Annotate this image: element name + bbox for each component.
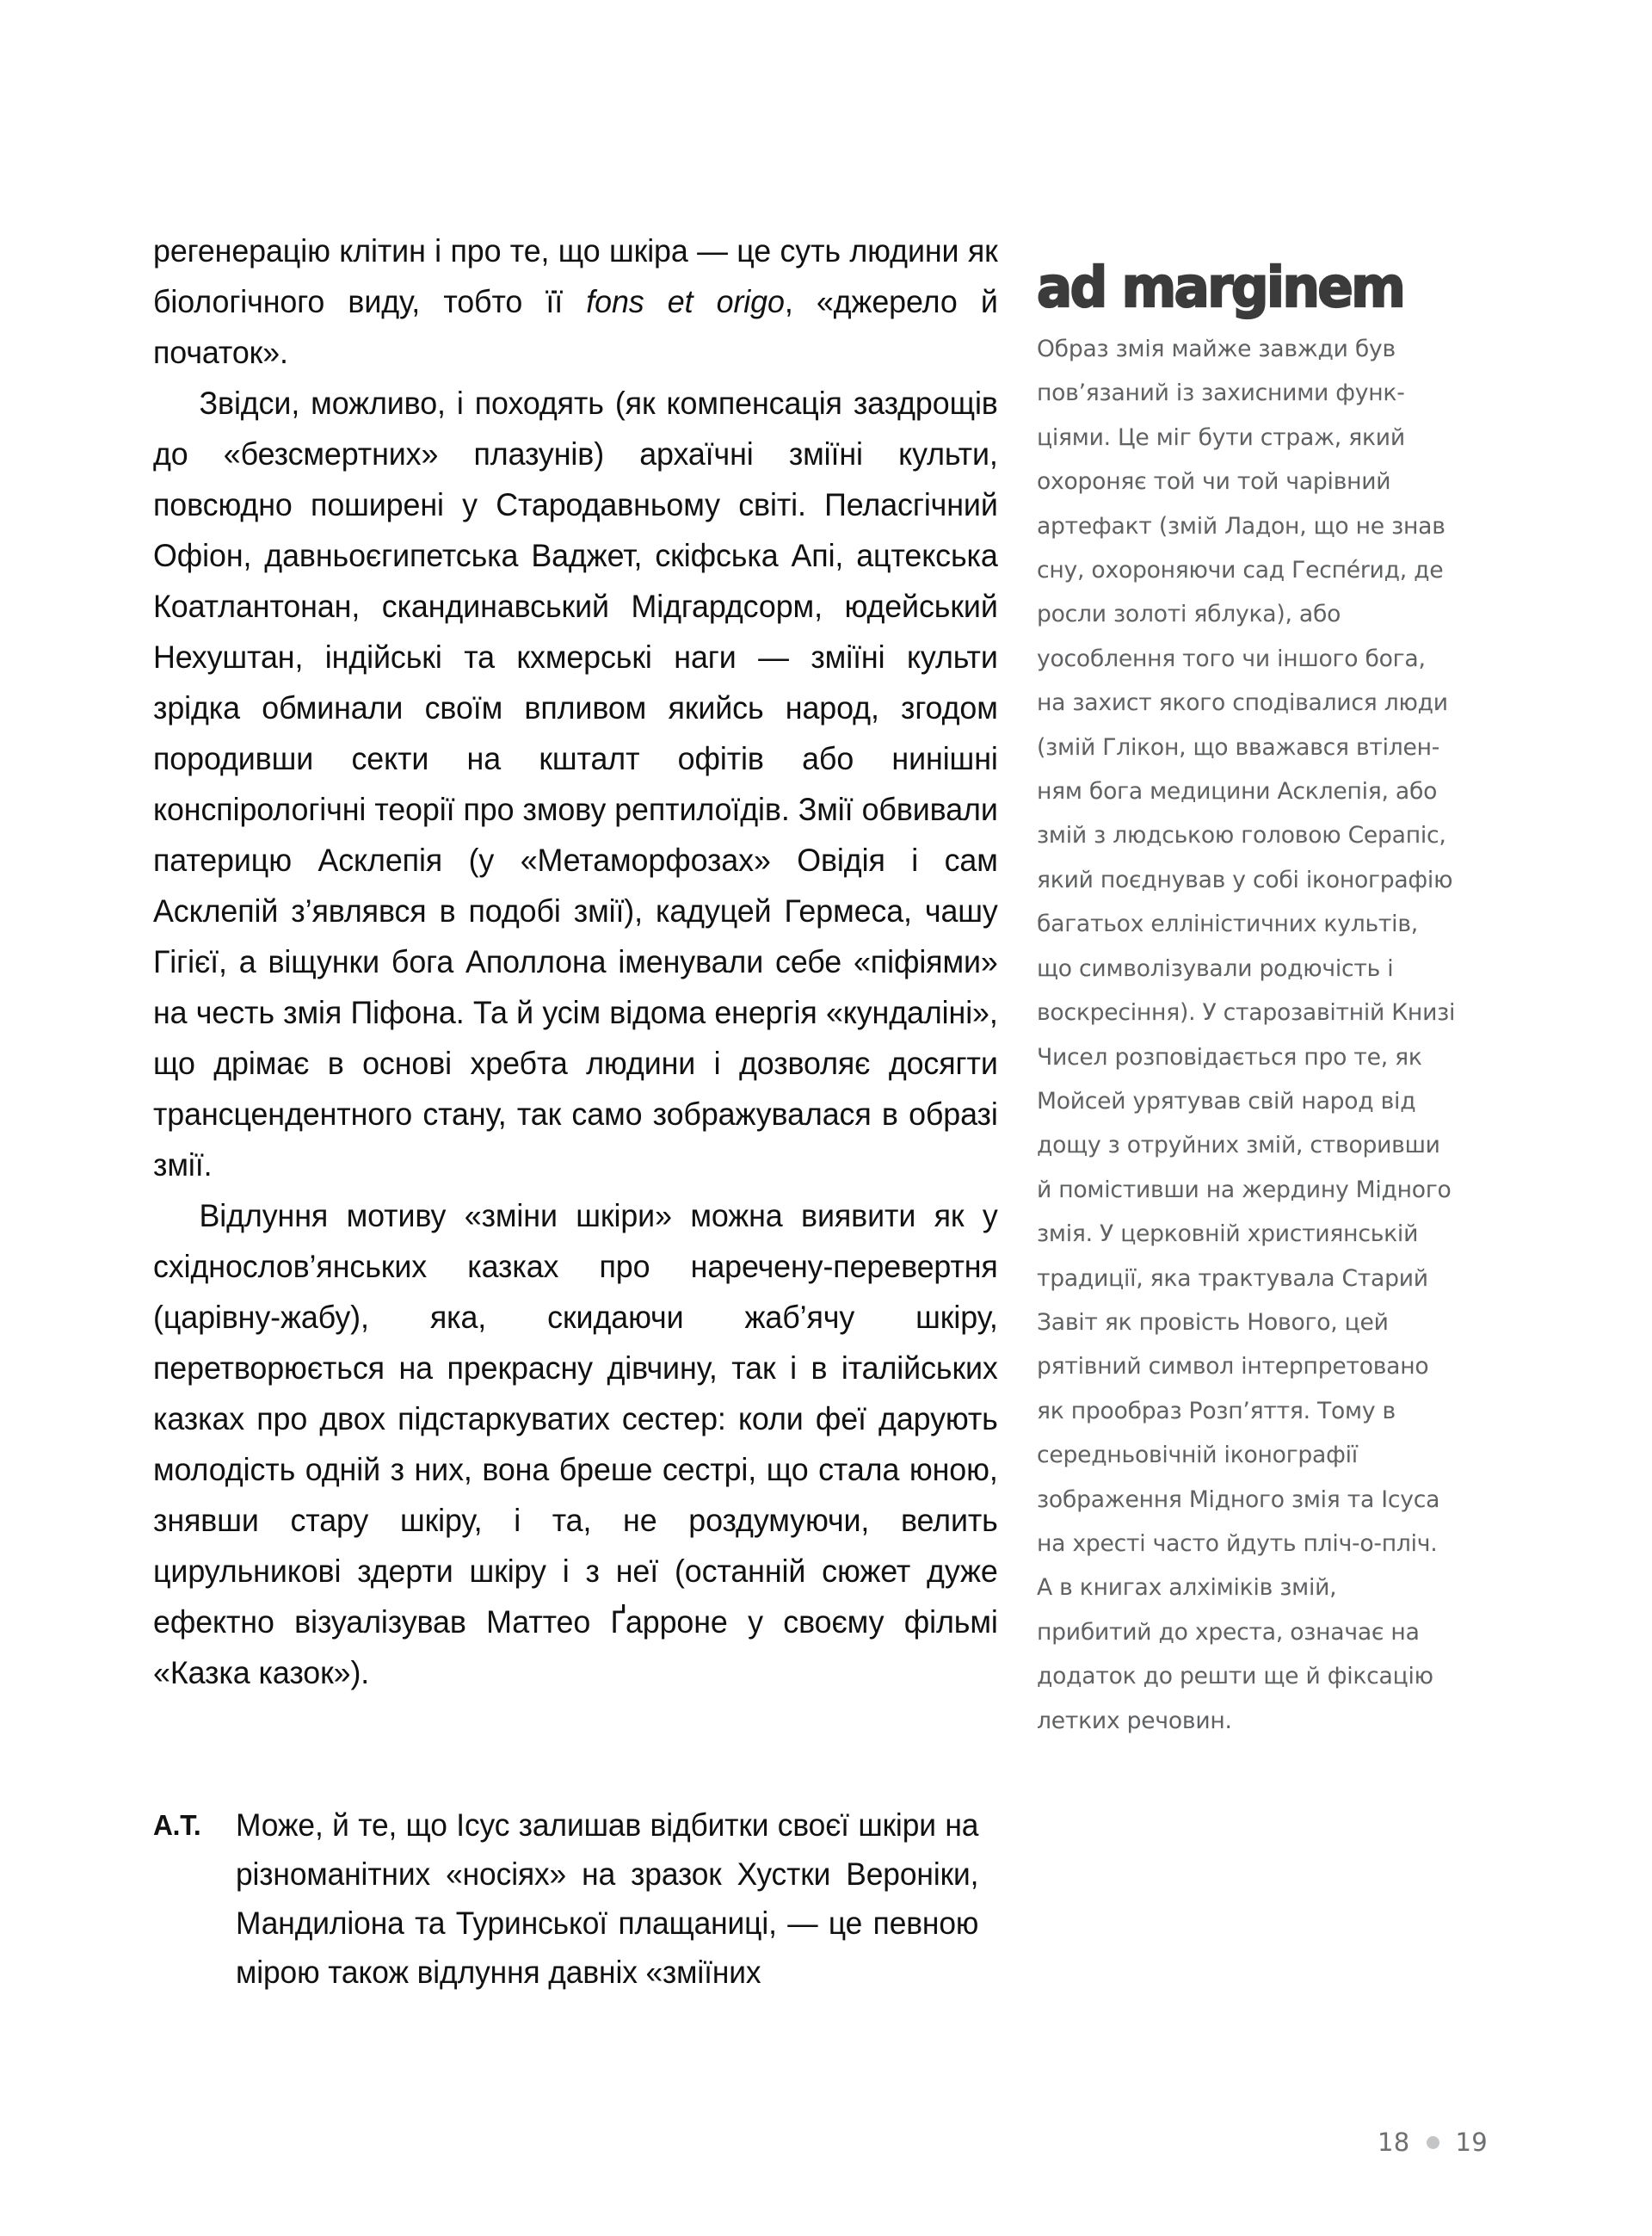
body-paragraph: регенерацію клітин і про те, що шкіра — це суть людини як біологічного виду, тобто її fons et origo, «джерело й початок». <box>153 232 998 370</box>
body-paragraph: Відлуння мотиву «зміни шкіри» можна виявити як у східнослов’янських казках про наречену-перевертня (царівну-жабу), яка, скидаючи жаб’ячу шкіру, перетворюється на прекрасну дівчину, так і в італійських казках про двох підстаркуватих сестер: коли феї дарують молодість одній з них, вона бреше сестрі, що стала юною, знявши стару шкіру, і та, не роздумуючи, велить цирульникові здерти шкіру і з неї (останній сюжет дуже ефектно візуалізував Маттео Ґарроне у своєму фільмі «Казка казок»). <box>153 1197 998 1690</box>
dialogue-block <box>153 1801 1014 1997</box>
ad-marginem-sidebar <box>1037 255 1458 1743</box>
body-paragraph: Звідси, можливо, і походять (як компенсація заздрощів до «безсмертних» плазунів) архаїчні зміїні культи, повсюдно поширені у Стародавньому світі. Пеласгічний Офіон, давньоєгипетська Ваджет, скіфська Апі, ацтекська Коатлантонан, скандинавський Мідгардсорм, юдейський Нехуштан, індійські та кхмерські наги — зміїні культи зрідка обминали своїм впливом якийсь народ, згодом породивши секти на кшталт офітів або нинішні конспірологічні теорії про змову рептилоїдів. Змії обвивали патерицю Асклепія (у «Метаморфозах» Овідія і сам Асклепій з’являвся в подобі змії), кадуцей Гермеса, чашу Гігієї, а віщунки бога Аполлона іменували себе «піфіями» на честь змія Піфона. Та й усім відома енергія «кундаліні», що дрімає в основі хребта людини і дозволяє досягти трансцендентного стану, так само зображувалася в образі змії. <box>153 385 998 1183</box>
sidebar-heading: ad marginem <box>1037 255 1404 321</box>
dialogue-text: Може, й те, що Ісус залишав відбитки своєї шкіри на різноманітних «носіях» на зразок Хустки Вероніки, Мандиліона та Туринської плащаниці, — це певною мірою також відлуння давніх «зміїних <box>236 1807 979 1990</box>
sidebar-body-text: Образ змія майже завжди був пов’язаний із захисними функціями. Це міг бути страж, який охороняє той чи той чарівний артефакт (змій Ладон, що не знав сну, охороняючи сад Геспérид, де росли золоті яблука), або уособлення того чи іншого бога, на захист якого сподівалися люди (змій Глікон, що вважався втіленням бога медицини Асклепія, або змій з людською головою Серапіс, який поєднував у собі іконографію багатьох елліністичних культів, що символізували родючість і воскресіння). У старозавітній Книзі Чисел розповідається про те, як Мойсей урятував свій народ від дощу з отруйних змій, створивши й помістивши на жердину Мідного змія. У церковній християнській традиції, яка трактувала Старий Завіт як провість Нового, цей рятівний символ інтерпретовано як прообраз Розп’яття. Тому в середньовічній іконографії зображення Мідного змія та Ісуса на хресті часто йдуть пліч-о-пліч. А в книгах алхіміків змій, прибитий до хреста, означає на додаток до решти ще й фіксацію летких речовин. <box>1037 336 1456 1734</box>
folio-separator-dot-icon <box>1427 2136 1439 2149</box>
folio-page-right: 19 <box>1455 2128 1489 2157</box>
page-folio <box>1378 2128 1488 2157</box>
dialogue-speaker-initials: А.Т. <box>153 1809 201 1841</box>
folio-page-left: 18 <box>1378 2128 1410 2157</box>
main-text-column <box>153 225 998 1698</box>
